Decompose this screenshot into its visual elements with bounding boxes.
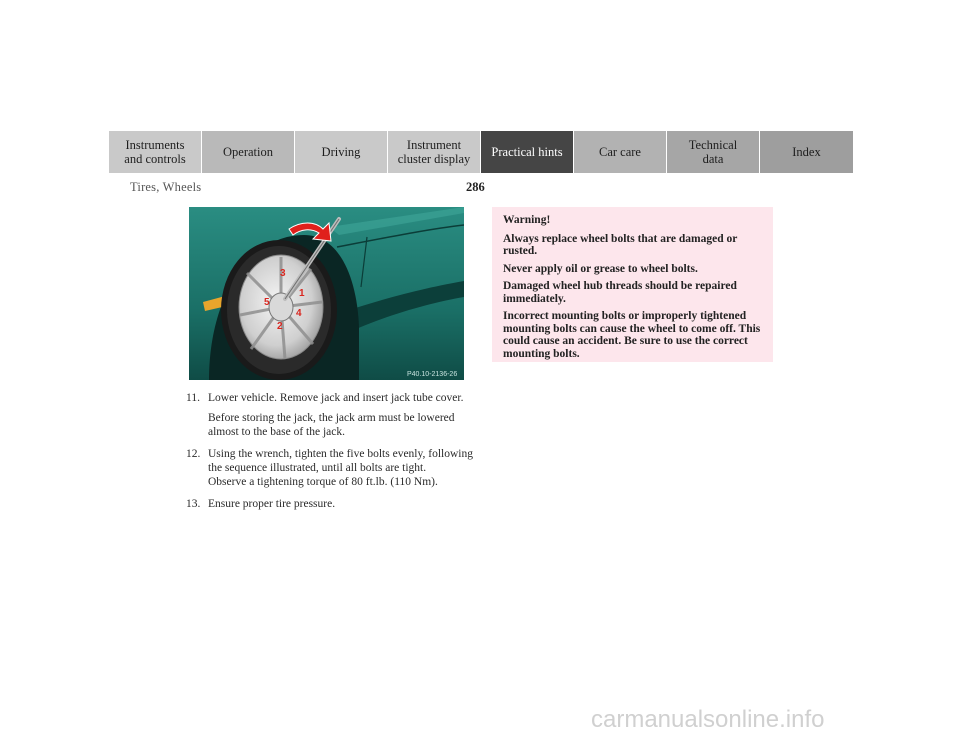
step-number: 12.: [186, 448, 201, 460]
bolt-label-5: 5: [264, 297, 270, 308]
warning-text: Always replace wheel bolts that are damaged or rusted.: [503, 232, 738, 257]
figure-caption: P40.10-2136-26: [407, 371, 458, 378]
step-text: Before storing the jack, the jack arm must be lowered almost to the base of the jack.: [208, 412, 455, 438]
step-text: Lower vehicle. Remove jack and insert jack tube cover.: [208, 392, 464, 404]
section-title: Tires, Wheels: [130, 180, 202, 194]
warning-title: Warning!: [503, 214, 551, 226]
bolt-label-3: 3: [280, 268, 286, 279]
tab-car-care[interactable]: Car care: [574, 131, 667, 173]
bolt-label-2: 2: [277, 321, 283, 332]
tab-driving[interactable]: Driving: [295, 131, 388, 173]
watermark: carmanualsonline.info: [591, 706, 825, 733]
step-text: Ensure proper tire pressure.: [208, 498, 336, 510]
page-number: 286: [466, 180, 485, 194]
tab-practical-hints[interactable]: Practical hints: [481, 131, 574, 173]
tab-instruments-and-controls[interactable]: Instruments and controls: [109, 131, 202, 173]
tab-operation[interactable]: Operation: [202, 131, 295, 173]
warning-text: Damaged wheel hub threads should be repaired immediately.: [503, 280, 737, 305]
tab-technical-data[interactable]: Technical data: [667, 131, 760, 173]
hub: [269, 293, 293, 321]
step-12: [186, 447, 476, 489]
chapter-tabs: [109, 131, 853, 173]
bolt-label-1: 1: [299, 288, 305, 299]
bolt-label-4: 4: [296, 308, 302, 319]
tab-index[interactable]: Index: [760, 131, 853, 173]
instruction-steps: [186, 391, 476, 519]
warning-text: Incorrect mounting bolts or improperly tightened mounting bolts can cause the wheel to come off. This could cause an accident. Be sure to use the correct mounting bolts.: [503, 310, 761, 360]
warning-box: [492, 207, 773, 362]
step-number: 13.: [186, 498, 201, 510]
wheel-illustration: [189, 207, 464, 380]
step-text: Observe a tightening torque of 80 ft.lb. (110 Nm).: [208, 476, 438, 488]
step-text: Using the wrench, tighten the five bolts evenly, following the sequence illustrated, until all bolts are tight.: [208, 448, 473, 474]
step-number: 11.: [186, 392, 200, 404]
step-13: [186, 497, 476, 511]
tab-instrument-cluster-display[interactable]: Instrument cluster display: [388, 131, 481, 173]
step-11: [186, 391, 476, 439]
warning-text: Never apply oil or grease to wheel bolts.: [503, 262, 698, 275]
